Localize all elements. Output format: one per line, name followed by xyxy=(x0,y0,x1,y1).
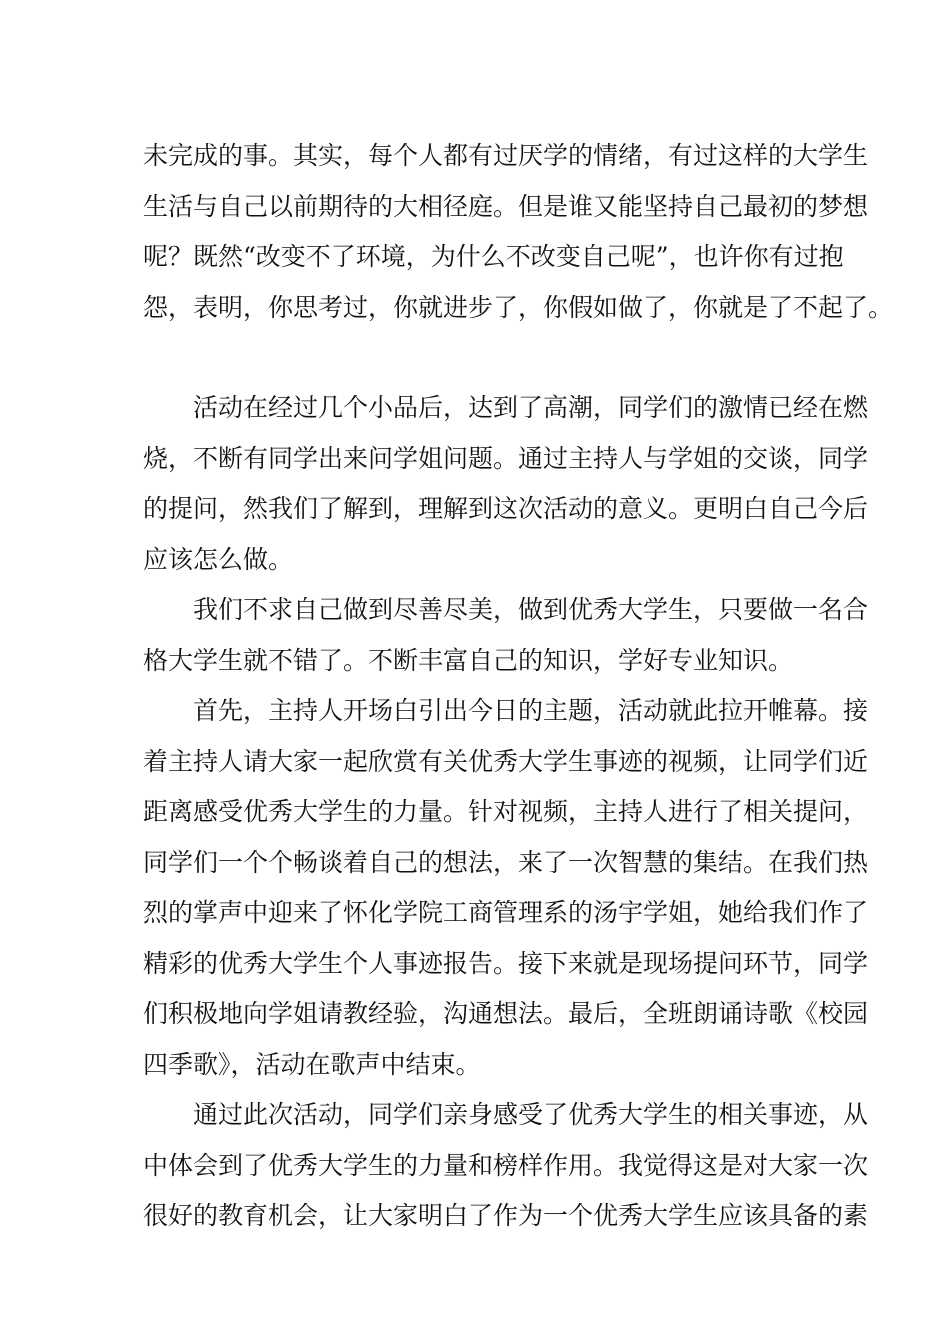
paragraph-line: 们积极地向学姐请教经验，沟通想法。最后，全班朗诵诗歌《校园 xyxy=(143,999,869,1028)
paragraph-5 xyxy=(143,1090,869,1242)
paragraph-4 xyxy=(143,686,869,1090)
paragraph-line: 首先，主持人开场白引出今日的主题，活动就此拉开帷幕。接 xyxy=(193,696,869,725)
paragraph-line: 通过此次活动，同学们亲身感受了优秀大学生的相关事迹，从 xyxy=(193,1100,869,1129)
paragraph-line: 中体会到了优秀大学生的力量和榜样作用。我觉得这是对大家一次 xyxy=(143,1150,869,1180)
paragraph-line: 怨，表明，你思考过，你就进步了，你假如做了，你就是了不起了。 xyxy=(143,292,894,322)
paragraph-line: 未完成的事。其实，每个人都有过厌学的情绪，有过这样的大学生 xyxy=(143,141,869,170)
paragraph-line: 很好的教育机会，让大家明白了作为一个优秀大学生应该具备的素 xyxy=(143,1201,869,1230)
paragraph-line: 同学们一个个畅谈着自己的想法，来了一次智慧的集结。在我们热 xyxy=(143,847,869,877)
paragraph-line: 生活与自己以前期待的大相径庭。但是谁又能坚持自己最初的梦想 xyxy=(143,191,869,221)
paragraph-2 xyxy=(143,383,869,585)
paragraph-line: 格大学生就不错了。不断丰富自己的知识，学好专业知识。 xyxy=(143,645,794,675)
paragraph-line: 的提问，然我们了解到，理解到这次活动的意义。更明白自己今后 xyxy=(143,494,869,523)
paragraph-line: 四季歌》，活动在歌声中结束。 xyxy=(143,1049,481,1079)
document-body xyxy=(143,131,894,1242)
paragraph-line: 烈的掌声中迎来了怀化学院工商管理系的汤宇学姐，她给我们作了 xyxy=(143,898,869,927)
paragraph-1 xyxy=(143,131,894,333)
paragraph-line: 应该怎么做。 xyxy=(143,544,294,574)
paragraph-line: 我们不求自己做到尽善尽美，做到优秀大学生，只要做一名合 xyxy=(193,595,869,624)
paragraph-line: 距离感受优秀大学生的力量。针对视频，主持人进行了相关提问， xyxy=(143,797,869,826)
paragraph-3 xyxy=(143,585,869,686)
paragraph-gap xyxy=(143,333,823,383)
paragraph-line: 烧，不断有同学出来问学姐问题。通过主持人与学姐的交谈，同学 xyxy=(143,443,869,473)
paragraph-line: 呢？既然“改变不了环境，为什么不改变自己呢”，也许你有过抱 xyxy=(143,242,844,271)
paragraph-line: 精彩的优秀大学生个人事迹报告。接下来就是现场提问环节，同学 xyxy=(143,948,869,978)
paragraph-line: 活动在经过几个小品后，达到了高潮，同学们的激情已经在燃 xyxy=(193,393,869,422)
paragraph-line: 着主持人请大家一起欣赏有关优秀大学生事迹的视频，让同学们近 xyxy=(143,746,869,776)
